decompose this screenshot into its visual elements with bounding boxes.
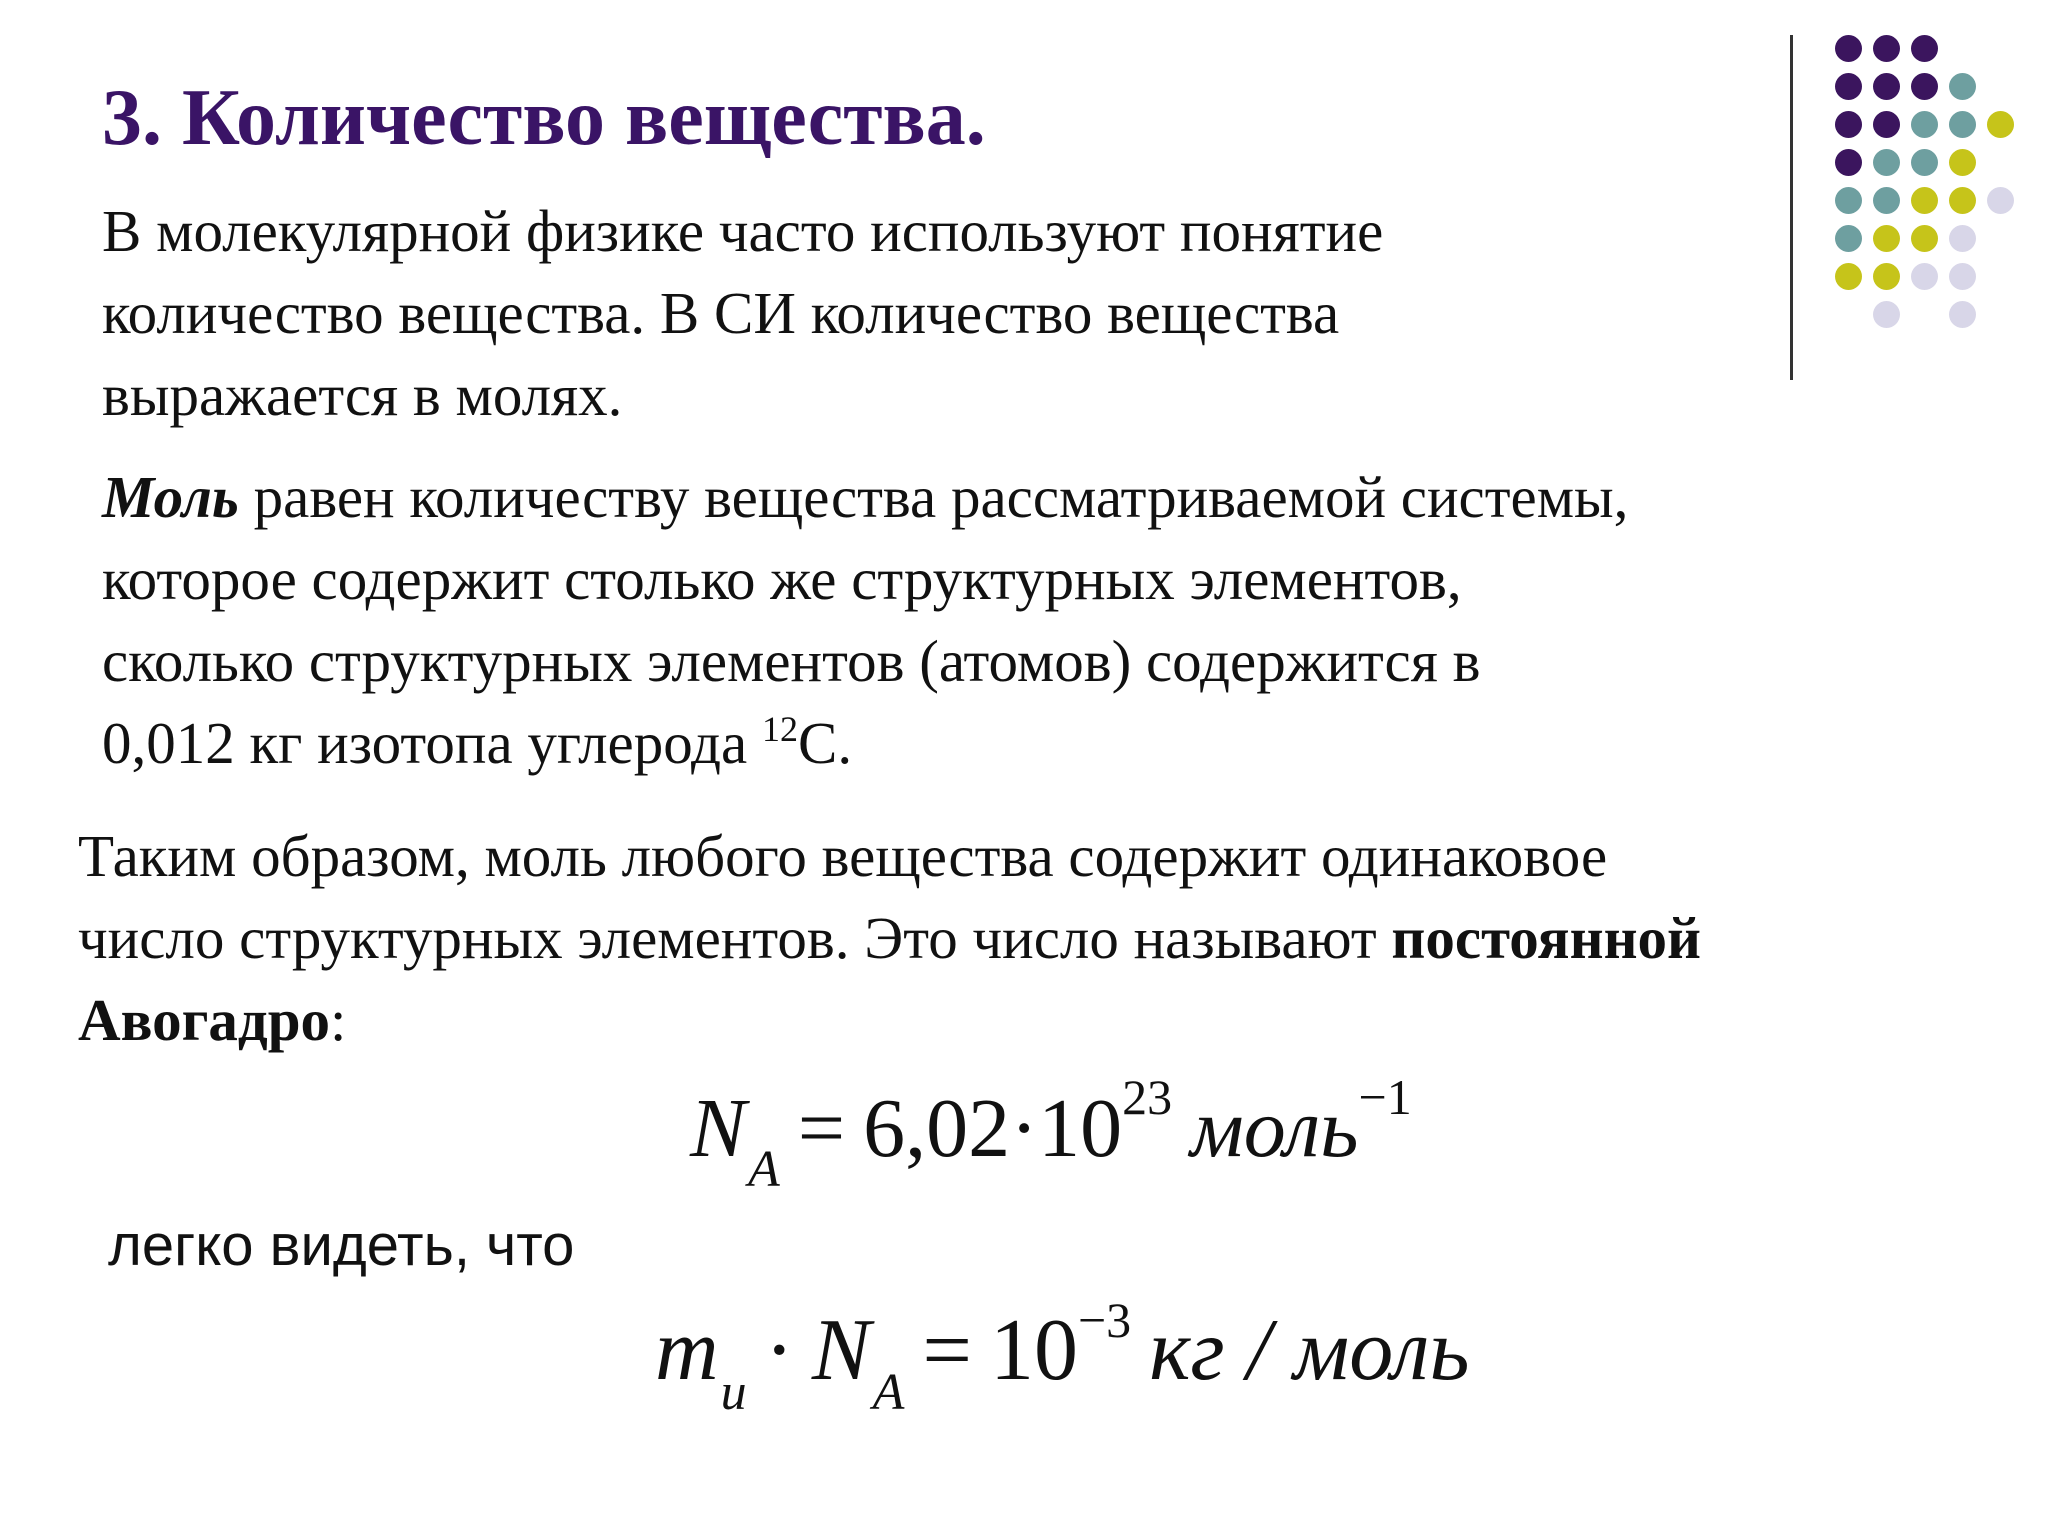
intro-line-3: выражается в молях. xyxy=(102,362,623,428)
decor-dot xyxy=(1873,263,1900,290)
intro-paragraph xyxy=(102,190,1383,436)
mass-formula xyxy=(655,1292,1470,1421)
decor-dot xyxy=(1911,263,1938,290)
decor-dot xyxy=(1835,111,1862,138)
decor-dot xyxy=(1911,187,1938,214)
decor-dot xyxy=(1911,225,1938,252)
decor-dot xyxy=(1949,111,1976,138)
decor-dot xyxy=(1835,149,1862,176)
decor-dot xyxy=(1987,111,2014,138)
formula2-dot: · xyxy=(764,1302,794,1399)
decor-dot xyxy=(1835,187,1862,214)
decor-dot xyxy=(1949,263,1976,290)
decor-dot xyxy=(1873,111,1900,138)
mole-definition xyxy=(102,456,1628,784)
decor-dot xyxy=(1873,73,1900,100)
formula2-base: 10 xyxy=(989,1302,1078,1399)
decor-dot xyxy=(1911,111,1938,138)
decor-dot xyxy=(1949,149,1976,176)
avogadro-paragraph xyxy=(78,815,1701,1061)
formula2-symbol: N xyxy=(811,1302,871,1399)
formula1-subscript: A xyxy=(748,1141,780,1198)
formula1-unit: моль xyxy=(1190,1082,1359,1175)
formula2-m: m xyxy=(655,1302,719,1399)
avogadro-line-2-text: число структурных элементов. Это число называют xyxy=(78,905,1392,971)
avogadro-formula xyxy=(690,1069,1412,1198)
formula2-exponent: −3 xyxy=(1077,1292,1132,1348)
decor-dot xyxy=(1949,187,1976,214)
formula1-exponent: 23 xyxy=(1122,1069,1173,1125)
isotope-symbol: С. xyxy=(797,710,853,776)
avogadro-term-2: Авогадро xyxy=(78,987,331,1053)
formula1-base: 10 xyxy=(1038,1082,1123,1175)
definition-line-1 xyxy=(102,456,1628,538)
decor-dot xyxy=(1911,73,1938,100)
avogadro-term-1: постоянной xyxy=(1391,905,1702,971)
decor-dot xyxy=(1835,225,1862,252)
isotope-mass-number: 12 xyxy=(761,709,798,749)
formula2-subscript: A xyxy=(872,1364,905,1421)
formula1-equals: = xyxy=(797,1082,846,1175)
formula2-unit: кг / моль xyxy=(1149,1302,1470,1399)
definition-line-2: которое содержит столько же структурных элементов, xyxy=(102,546,1462,612)
avogadro-line-3 xyxy=(78,979,1701,1061)
intro-line-1: В молекулярной физике часто используют понятие xyxy=(102,198,1384,264)
decor-dot xyxy=(1949,73,1976,100)
decor-dot xyxy=(1911,149,1938,176)
decor-divider-line xyxy=(1790,35,1793,380)
avogadro-colon: : xyxy=(330,987,347,1053)
avogadro-line-2 xyxy=(78,897,1701,979)
decor-dot xyxy=(1873,225,1900,252)
intro-line-2: количество вещества. В СИ количество вещества xyxy=(102,280,1340,346)
decor-dot xyxy=(1911,35,1938,62)
formula1-unit-exponent: −1 xyxy=(1358,1069,1412,1125)
decor-dot xyxy=(1949,301,1976,328)
decor-dot xyxy=(1987,187,2014,214)
decor-dot xyxy=(1835,73,1862,100)
formula1-mantissa: 6,02 xyxy=(863,1082,1011,1175)
formula1-symbol: N xyxy=(690,1082,747,1175)
decor-dot xyxy=(1873,35,1900,62)
avogadro-line-1: Таким образом, моль любого вещества содержит одинаковое xyxy=(78,823,1608,889)
decor-dot xyxy=(1873,301,1900,328)
term-mole: Моль xyxy=(102,464,239,530)
definition-line-3: сколько структурных элементов (атомов) содержится в xyxy=(102,628,1481,694)
decor-dot xyxy=(1949,225,1976,252)
decor-dot xyxy=(1835,35,1862,62)
lead-text: легко видеть, что xyxy=(108,1213,575,1278)
slide-title: 3. Количество вещества. xyxy=(102,74,986,162)
definition-line-4-text: 0,012 кг изотопа углерода xyxy=(102,710,762,776)
definition-line-4 xyxy=(102,702,1628,784)
decor-dot xyxy=(1873,149,1900,176)
formula2-m-subscript: и xyxy=(720,1364,747,1421)
formula1-dot: · xyxy=(1010,1082,1039,1175)
decor-dot xyxy=(1835,263,1862,290)
definition-line-1-text: равен количеству вещества рассматриваемой системы, xyxy=(238,464,1629,530)
decor-dot xyxy=(1873,187,1900,214)
formula2-equals: = xyxy=(922,1302,972,1399)
